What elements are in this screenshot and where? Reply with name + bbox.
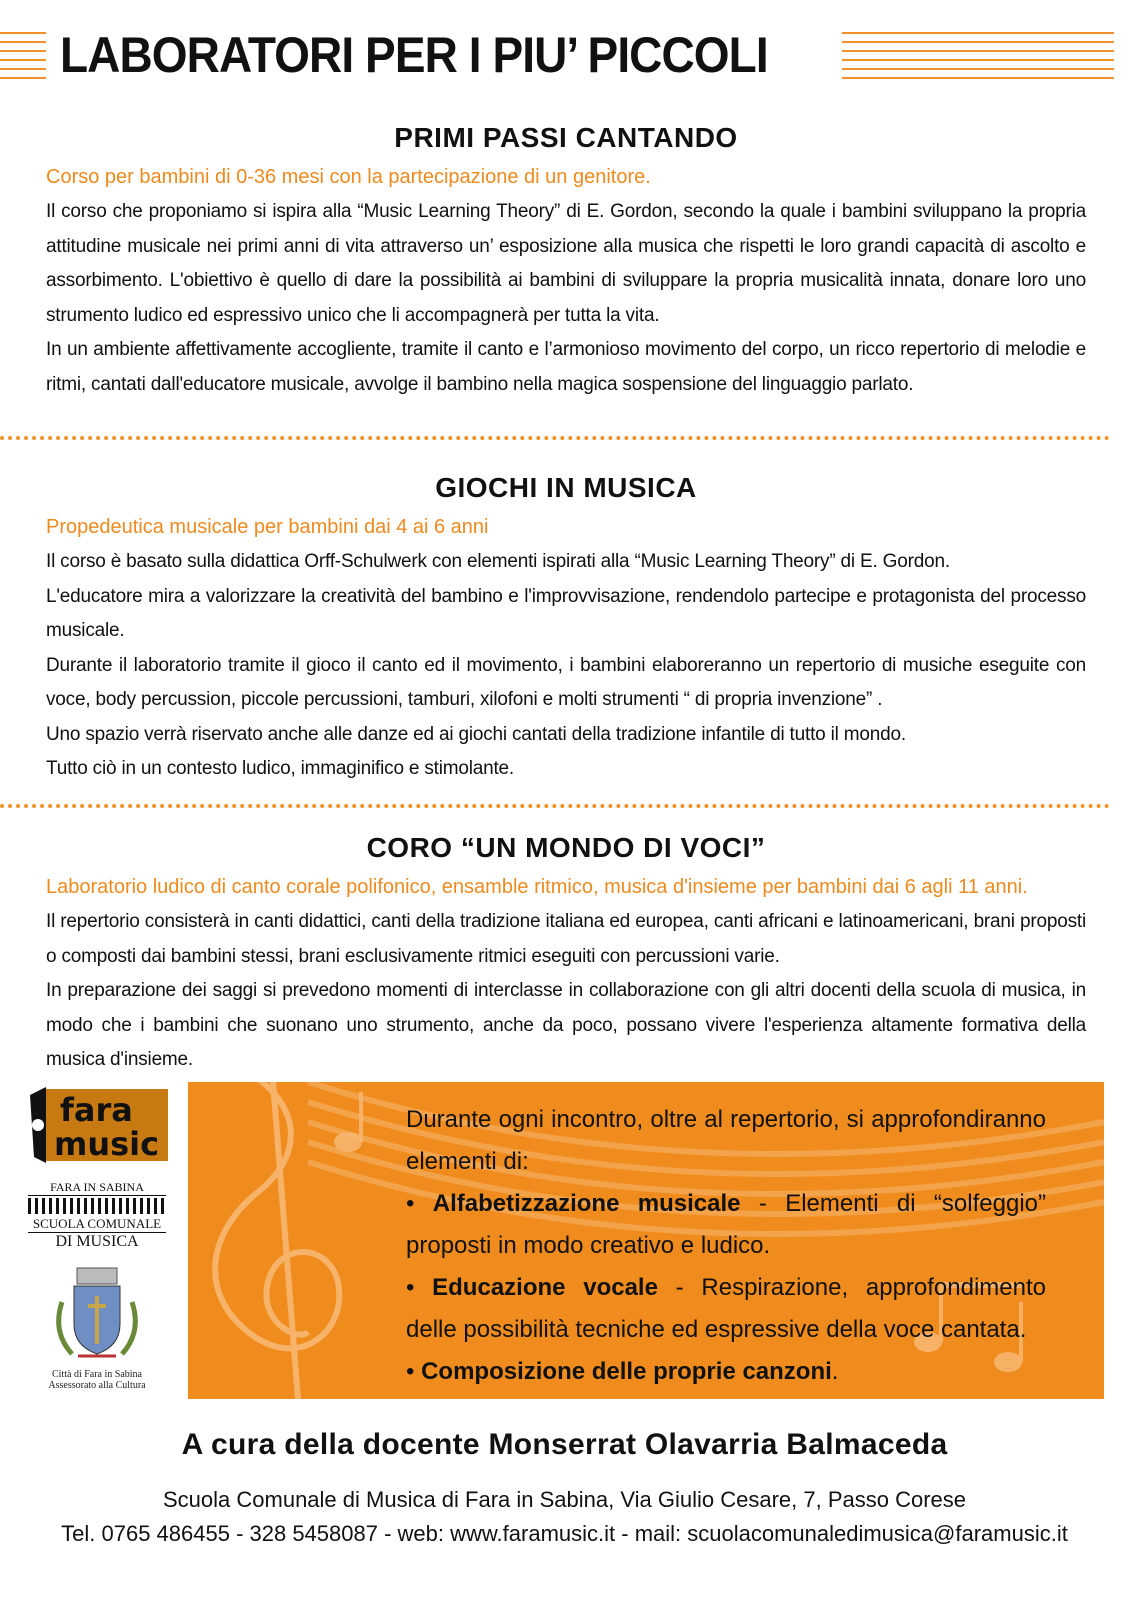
faramusic-logo [26,1085,168,1165]
paragraph: Tutto ciò in un contesto ludico, immaginifico e stimolante. [46,758,515,779]
paragraph: Il repertorio consisterà in canti didattici, canti della tradizione italiana ed europea, canti africani e latinoamericani, brani proposti o composti dai bambini stessi, brani esclusivamente ritmici eseguiti con percussioni varie. [46,911,1086,967]
header-lines-right [842,32,1114,80]
paragraph: Durante il laboratorio tramite il gioco il canto ed il movimento, i bambini elaboreranno un repertorio di musiche eseguite con voce, body percussion, piccole percussioni, tamburi, xilofoni e molti strumenti “ di propria invenzione” . [46,654,1086,710]
faramusic-logo-fara: fara [60,1091,133,1129]
info-box [188,1082,1104,1399]
dotted-divider [0,436,1110,440]
footer-address: Scuola Comunale di Musica di Fara in Sabina, Via Giulio Cesare, 7, Passo Corese [163,1487,966,1512]
credit-line: A cura della docente Monserrat Olavarria Balmaceda [181,1428,948,1461]
school-logo-line3: DI MUSICA [28,1232,166,1251]
bullet-item: • Alfabetizzazione musicale - Elementi di “solfeggio” proposti in modo creativo e ludico. [406,1190,1046,1259]
paragraph: In un ambiente affettivamente accogliente, tramite il canto e l’armonioso movimento del corpo, un ricco repertorio di melodie e ritmi, cantati dall'educatore musicale, avvolge il bambino nella magica sospensione del linguaggio parlato. [46,339,1086,395]
paragraph: Uno spazio verrà riservato anche alle danze ed ai giochi cantati della tradizione infantile di tutto il mondo. [46,723,906,745]
header-lines-left [0,32,46,80]
bullet-heading: Composizione delle proprie canzoni [421,1358,832,1385]
comune-logo-line2: Assessorato alla Cultura [48,1380,146,1391]
info-box-text [406,1099,1046,1393]
bullet-text: . [831,1358,839,1385]
school-logo [28,1180,166,1250]
section-primi-passi [46,122,1086,402]
bullet-heading: Educazione vocale [432,1274,658,1301]
section-coro [46,832,1086,1078]
section-subtitle: Corso per bambini di 0-36 mesi con la partecipazione di un genitore. [46,166,651,188]
paragraph: Il corso è basato sulla didattica Orff-Schulwerk con elementi ispirati alla “Music Learning Theory” di E. Gordon. [46,551,950,572]
paragraph: L'educatore mira a valorizzare la creatività del bambino e l'improvvisazione, rendendolo partecipe e protagonista del processo musicale. [46,585,1086,641]
paragraph: In preparazione dei saggi si prevedono momenti di interclasse in collaborazione con gli altri docenti della scuola di musica, in modo che i bambini che suonano uno strumento, anche da poco, possano vivere l'esperienza altamente formativa della musica d'insieme. [46,980,1086,1070]
section-subtitle: Propedeutica musicale per bambini dai 4 ai 6 anni [46,516,489,538]
school-logo-line2: SCUOLA COMUNALE [32,1216,162,1231]
bullet-text: - Elementi di “solfeggio” proposti in modo creativo e ludico. [406,1190,1046,1259]
section-subtitle: Laboratorio ludico di canto corale polifonico, ensamble ritmico, musica d'insieme per bambini dai 6 agli 11 anni. [46,876,1028,898]
page-title: LABORATORI PER I PIU’ PICCOLI [60,27,768,83]
comune-logo [30,1262,164,1402]
dotted-divider [0,804,1110,808]
bullet-text: - Respirazione, approfondimento delle possibilità tecniche ed espressive della voce cantata. [406,1274,1046,1343]
footer-contacts: Tel. 0765 486455 - 328 5458087 - web: www.faramusic.it - mail: scuolacomunaledimusica@faramusic.it [61,1521,1068,1546]
paragraph: Il corso che proponiamo si ispira alla “Music Learning Theory” di E. Gordon, secondo la quale i bambini sviluppano la propria attitudine musicale nei primi anni di vita attraverso un’ esposizione alla musica che rispetti le loro grandi capacità di ascolto e assorbimento. L'obiettivo è quello di dare la possibilità ai bambini di sviluppare la propria musicalità innata, donare loro uno strumento ludico ed espressivo unico che li accompagnerà per tutta la vita. [46,201,1086,326]
section-title: PRIMI PASSI CANTANDO [394,122,738,153]
info-box-intro: Durante ogni incontro, oltre al repertorio, si approfondiranno elementi di: [406,1106,1046,1175]
section-giochi-in-musica [46,472,1086,787]
piano-keys-icon [28,1198,166,1214]
bullet-heading: Alfabetizzazione musicale [432,1190,741,1217]
section-title: CORO “UN MONDO DI VOCI” [366,832,766,863]
school-logo-line1: FARA IN SABINA [28,1180,166,1196]
comune-logo-line1: Città di Fara in Sabina [52,1369,142,1380]
bullet-item: • Educazione vocale - Respirazione, approfondimento delle possibilità tecniche ed espressive della voce cantata. [406,1274,1046,1343]
faramusic-logo-music: music [54,1125,160,1163]
bullet-item: • Composizione delle proprie canzoni. [406,1358,839,1385]
coat-of-arms-icon [42,1262,152,1366]
section-title: GIOCHI IN MUSICA [435,472,697,503]
